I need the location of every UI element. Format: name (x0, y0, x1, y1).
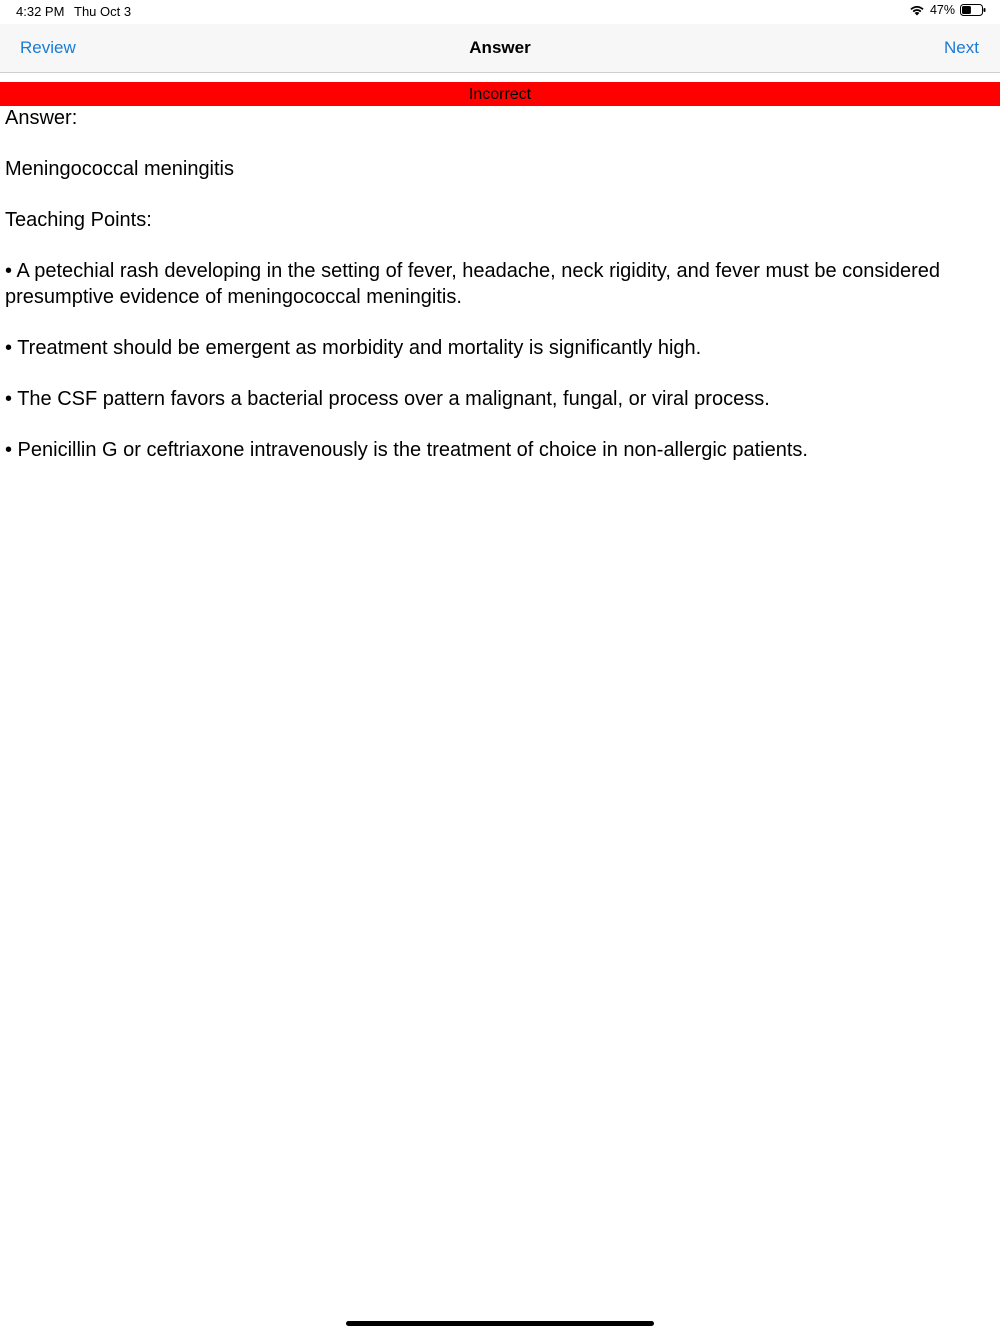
answer-heading: Answer: (5, 107, 78, 129)
answer-text: Meningococcal meningitis (5, 158, 235, 180)
wifi-icon (909, 4, 925, 16)
battery-percent: 47% (929, 3, 955, 17)
next-button[interactable]: Next (944, 38, 979, 57)
teaching-point: • A petechial rash developing in the setting of fever, headache, neck rigidity, and fever must be considered presumptive evidence of meningococcal meningitis. (5, 260, 940, 308)
teaching-point: • The CSF pattern favors a bacterial process over a malignant, fungal, or viral process. (5, 388, 770, 410)
home-indicator (346, 1321, 654, 1326)
battery-icon (960, 4, 986, 16)
teaching-point: • Treatment should be emergent as morbidity and mortality is significantly high. (5, 337, 702, 359)
status-time: 4:32 PM (16, 4, 65, 19)
status-date: Thu Oct 3 (74, 4, 132, 19)
navigation-bar (0, 24, 1000, 73)
status-bar (0, 0, 1000, 24)
result-banner: Incorrect (0, 82, 1000, 106)
review-button[interactable]: Review (20, 38, 76, 57)
page-title: Answer (469, 38, 531, 57)
teaching-points-heading: Teaching Points: (5, 209, 152, 231)
status-indicators (909, 3, 986, 17)
answer-content (5, 105, 990, 488)
teaching-point: • Penicillin G or ceftriaxone intravenously is the treatment of choice in non-allergic patients. (5, 439, 808, 461)
